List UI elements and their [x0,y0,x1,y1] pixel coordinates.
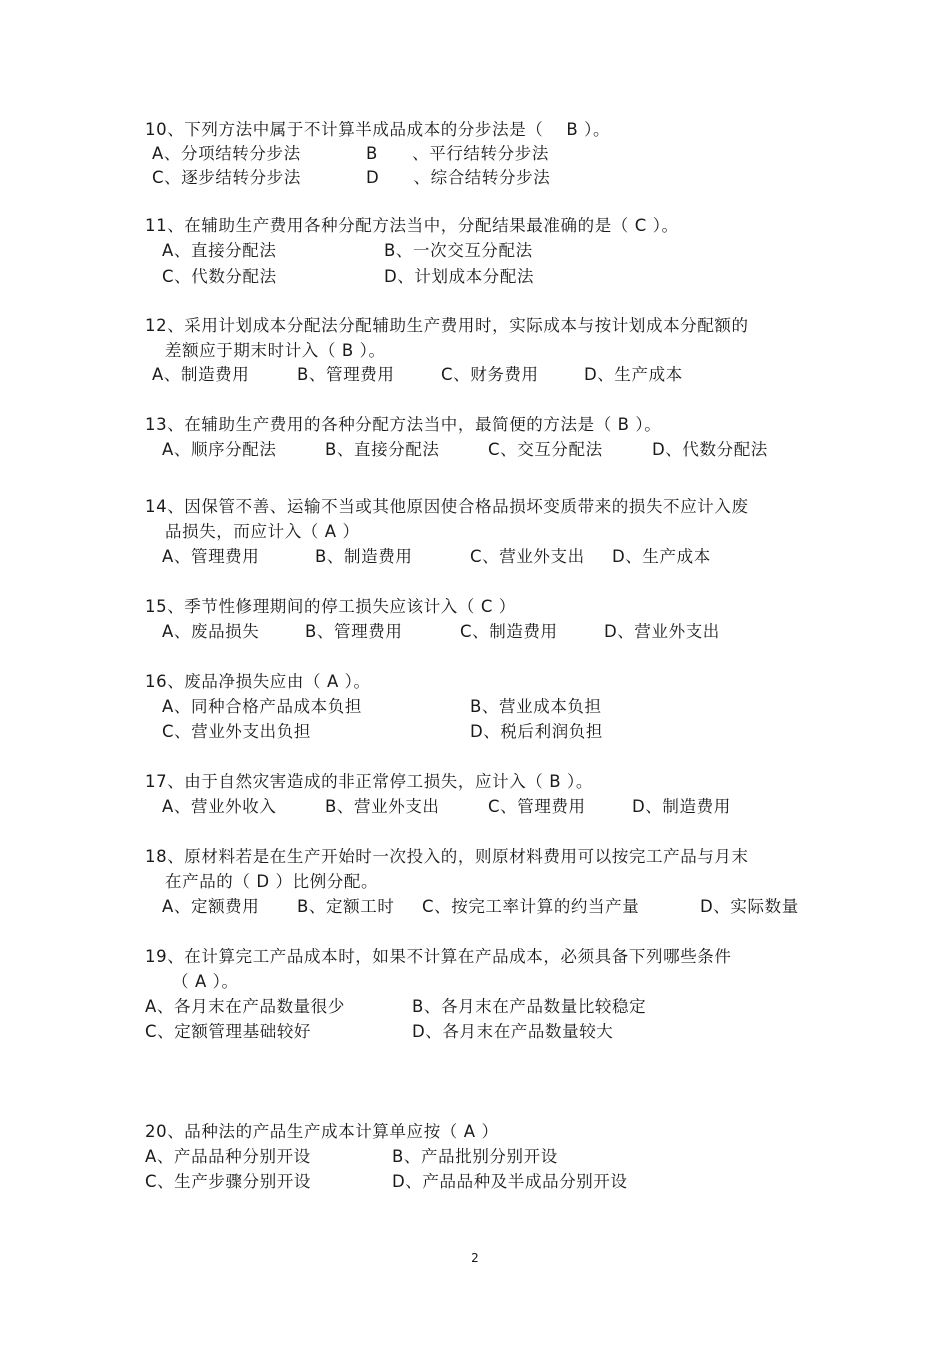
question-stem: 17、由于自然灾害造成的非正常停工损失，应计入（ B ）。 [145,772,593,791]
option: B、直接分配法 [325,440,440,459]
option: D、产品品种及半成品分别开设 [392,1172,628,1191]
option: D、实际数量 [700,897,799,916]
option: C、代数分配法 [162,267,277,286]
question-stem-cont: 差额应于期末时计入（ B ）。 [165,341,386,360]
question-stem: 18、原材料若是在生产开始时一次投入的，则原材料费用可以按完工产品与月末 [145,847,749,866]
option: A、管理费用 [162,547,260,566]
option: D、各月末在产品数量较大 [412,1022,614,1041]
option: B、营业外支出 [325,797,440,816]
option: C、财务费用 [441,365,539,384]
option: D、代数分配法 [652,440,768,459]
option: A、废品损失 [162,622,260,641]
option: A、同种合格产品成本负担 [162,697,362,716]
option: D、生产成本 [584,365,683,384]
option: C、交互分配法 [488,440,603,459]
option: A、顺序分配法 [162,440,277,459]
option: B、定额工时 [297,897,395,916]
option: A、制造费用 [152,365,250,384]
option: C、生产步骤分别开设 [145,1172,312,1191]
option: B 、平行结转分步法 [366,144,549,163]
option: B、一次交互分配法 [384,241,533,260]
option: C、管理费用 [488,797,586,816]
option: A、定额费用 [162,897,260,916]
question-stem: 10、下列方法中属于不计算半成品成本的分步法是（ B ）。 [145,120,611,139]
option: C、营业外支出 [470,547,585,566]
option: B、管理费用 [297,365,395,384]
question-stem: 20、品种法的产品生产成本计算单应按（ A ） [145,1122,499,1141]
option: A、各月末在产品数量很少 [145,997,345,1016]
question-stem-cont: 品损失，而应计入（ A ） [165,522,360,541]
option: C、定额管理基础较好 [145,1022,312,1041]
question-stem: 12、采用计划成本分配法分配辅助生产费用时，实际成本与按计划成本分配额的 [145,316,749,335]
option: D、生产成本 [612,547,711,566]
option: B、营业成本负担 [470,697,602,716]
option: D、营业外支出 [604,622,720,641]
option: B、管理费用 [305,622,403,641]
option: D、计划成本分配法 [384,267,535,286]
question-stem: 16、废品净损失应由（ A ）。 [145,672,371,691]
option: C、按完工率计算的约当产量 [422,897,640,916]
page-number: 2 [471,1251,479,1265]
option: C、逐步结转分步法 [152,168,301,187]
option: C、营业外支出负担 [162,722,311,741]
question-stem: 19、在计算完工产品成本时，如果不计算在产品成本，必须具备下列哪些条件 [145,947,732,966]
option: B、制造费用 [315,547,413,566]
option: D 、综合结转分步法 [366,168,551,187]
question-stem: 14、因保管不善、运输不当或其他原因使合格品损坏变质带来的损失不应计入废 [145,497,749,516]
option: A、营业外收入 [162,797,277,816]
question-stem-cont: 在产品的（ D ）比例分配。 [165,872,379,891]
option: C、制造费用 [460,622,558,641]
option: A、直接分配法 [162,241,277,260]
question-stem: 13、在辅助生产费用的各种分配方法当中，最简便的方法是（ B ）。 [145,415,662,434]
option: B、产品批别分别开设 [392,1147,558,1166]
option: D、税后利润负担 [470,722,604,741]
option: D、制造费用 [632,797,731,816]
question-stem: 11、在辅助生产费用各种分配方法当中，分配结果最准确的是（ C ）。 [145,216,679,235]
option: A、分项结转分步法 [152,144,301,163]
question-stem: 15、季节性修理期间的停工损失应该计入（ C ） [145,597,516,616]
option: A、产品品种分别开设 [145,1147,311,1166]
question-stem-cont: （ A ）。 [172,972,239,991]
option: B、各月末在产品数量比较稳定 [412,997,647,1016]
